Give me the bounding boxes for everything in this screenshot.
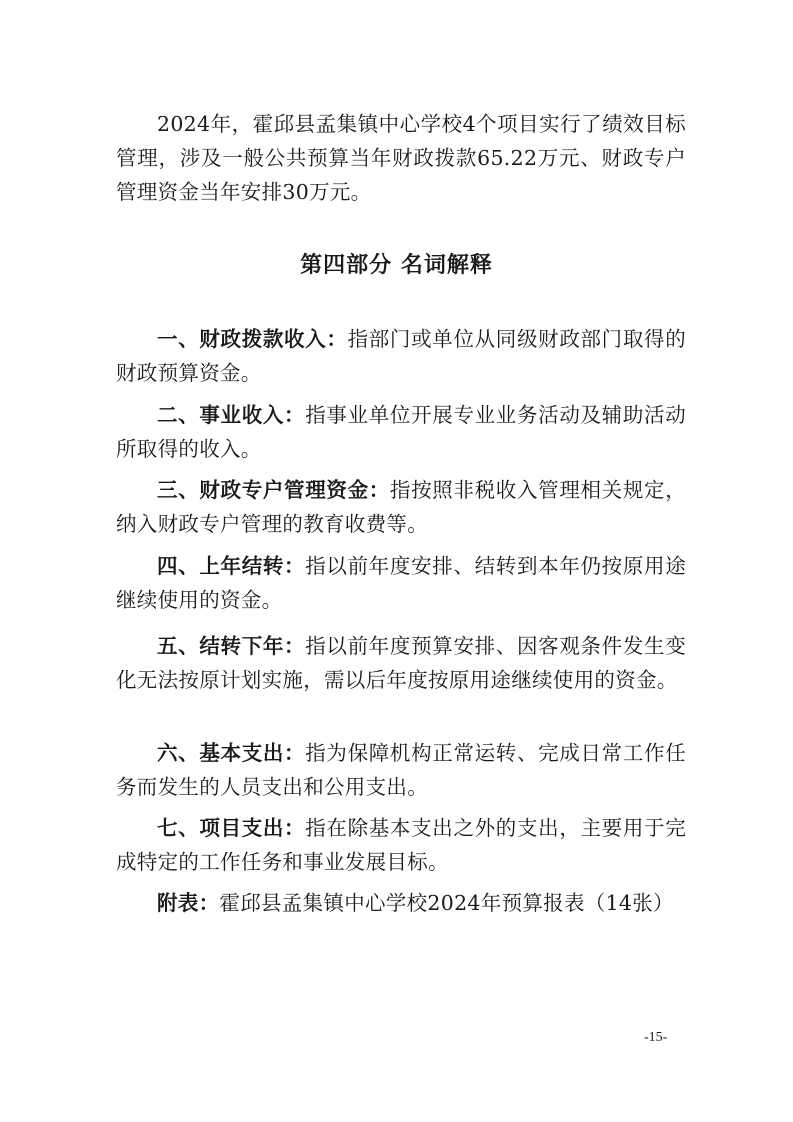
definition-item: [116, 549, 686, 617]
section-heading: 第四部分 名词解释: [300, 253, 493, 278]
definition-text: 指以前年度安排、结转到本年仍按原用途继续使用的资金。: [116, 554, 686, 612]
definition-item: [116, 629, 686, 697]
definition-text: 指在除基本支出之外的支出，主要用于完成特定的工作任务和事业发展目标。: [116, 816, 686, 874]
attachment-note: [116, 886, 686, 920]
definition-text: 指以前年度预算安排、因客观条件发生变化无法按原计划实施，需以后年度按原用途继续使用的资金。: [116, 634, 686, 692]
definition-text: 指为保障机构正常运转、完成日常工作任务而发生的人员支出和公用支出。: [116, 741, 686, 799]
definition-item: [116, 398, 686, 466]
intro-paragraph: 2024年，霍邱县孟集镇中心学校4个项目实行了绩效目标管理，涉及一般公共预算当年财政拨款65.22万元、财政专户管理资金当年安排30万元。: [116, 112, 686, 204]
definition-term: 一、财政拨款收入：: [157, 327, 348, 351]
attachment-label: 附表：: [157, 891, 220, 915]
definition-item: [116, 736, 686, 804]
definition-item: [116, 322, 686, 390]
definition-item: [116, 811, 686, 879]
definition-term: 六、基本支出：: [157, 741, 306, 765]
definition-text: 指事业单位开展专业业务活动及辅助活动所取得的收入。: [116, 403, 686, 461]
definition-term: 四、上年结转：: [157, 554, 306, 578]
definition-term: 二、事业收入：: [157, 403, 306, 427]
page-number: -15-: [644, 1030, 668, 1045]
definition-term: 七、项目支出：: [157, 816, 306, 840]
attachment-text: 霍邱县孟集镇中心学校2024年预算报表（14张）: [219, 891, 674, 915]
definition-term: 五、结转下年：: [157, 634, 306, 658]
definition-term: 三、财政专户管理资金：: [157, 478, 390, 502]
definition-text: 指按照非税收入管理相关规定，纳入财政专户管理的教育收费等。: [116, 478, 686, 536]
definition-text: 指部门或单位从同级财政部门取得的财政预算资金。: [116, 327, 686, 385]
definition-item: [116, 473, 686, 541]
